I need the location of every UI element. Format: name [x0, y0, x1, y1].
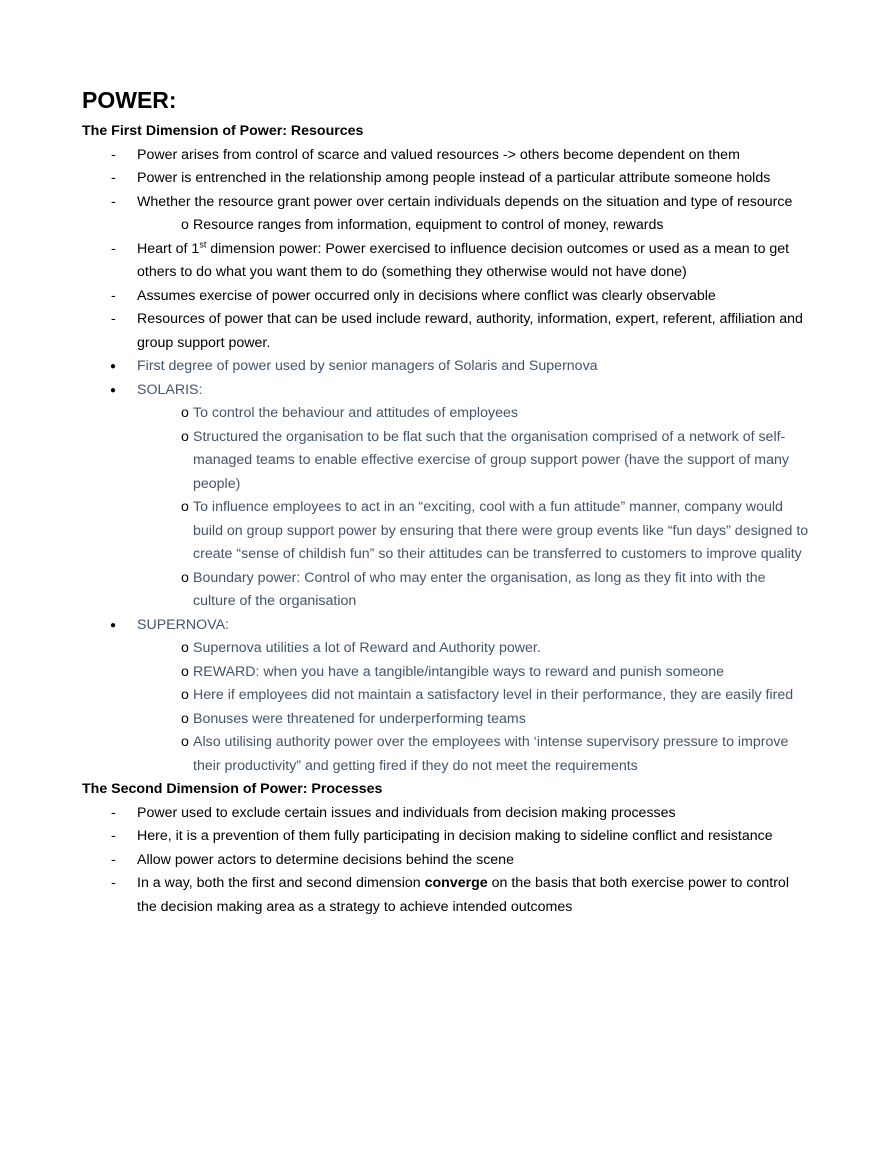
sub-item-text: Here if employees did not maintain a satisfactory level in their performance, they are easily fired	[193, 687, 794, 703]
dash-item: - Power is entrenched in the relationship among people instead of a particular attribute someone holds	[82, 167, 812, 191]
dash-item-text-post: on the basis that both exercise power to control the decision making area as a strategy to achieve intended outcomes	[137, 875, 789, 915]
dash-item	[82, 872, 812, 919]
superscript: st	[199, 238, 207, 249]
sub-item-text: Also utilising authority power over the employees with ‘intense supervisory pressure to improve their productivity” and getting fired if they do not meet the requirements	[193, 734, 789, 774]
dash-item-text-post: dimension power: Power exercised to influence decision outcomes or used as a mean to get others to do what you want them to do (something they otherwise would not have done)	[137, 240, 790, 280]
sub-item-text: To influence employees to act in an “exciting, cool with a fun attitude” manner, company would build on group support power by ensuring that there were group events like “fun days” designed to create “sense of childish fun” so their attitudes can be transferred to customers to improve quality	[193, 499, 809, 562]
sub-item	[82, 567, 812, 614]
sub-item	[82, 731, 812, 778]
sub-item	[82, 637, 812, 661]
dash-item-text-pre: Heart of 1	[137, 240, 200, 257]
dash-item	[82, 238, 812, 285]
sub-item-text: Resource ranges from information, equipment to control of money, rewards	[193, 217, 664, 233]
dash-item: - Allow power actors to determine decisions behind the scene	[82, 849, 812, 873]
sub-item	[82, 661, 812, 685]
bold-term: converge	[424, 875, 488, 891]
sub-item-text: Supernova utilities a lot of Reward and Authority power.	[193, 640, 541, 656]
sub-item-text: To control the behaviour and attitudes of employees	[193, 405, 518, 421]
section-heading-first-dimension: The First Dimension of Power: Resources	[82, 123, 364, 139]
dash-item-text-pre: In a way, both the first and second dimension	[137, 875, 425, 891]
document-page	[82, 86, 812, 919]
page-title: POWER:	[82, 87, 177, 113]
bullet-item-solaris: ● SOLARIS:	[82, 379, 812, 403]
sub-item	[82, 402, 812, 426]
bullet-item-supernova: ● SUPERNOVA:	[82, 614, 812, 638]
sub-item	[82, 684, 812, 708]
sub-item	[82, 426, 812, 497]
dash-item: - Assumes exercise of power occurred only in decisions where conflict was clearly observable	[82, 285, 812, 309]
dash-item: - Whether the resource grant power over certain individuals depends on the situation and type of resource	[82, 191, 812, 215]
dash-item: - Power used to exclude certain issues and individuals from decision making processes	[82, 802, 812, 826]
sub-item	[82, 708, 812, 732]
dash-item: - Here, it is a prevention of them fully participating in decision making to sideline conflict and resistance	[82, 825, 812, 849]
sub-item	[82, 214, 812, 238]
dash-item: - Power arises from control of scarce and valued resources -> others become dependent on them	[82, 144, 812, 168]
sub-item	[82, 496, 812, 567]
sub-item-text: REWARD: when you have a tangible/intangible ways to reward and punish someone	[193, 663, 725, 680]
dash-item: - Resources of power that can be used include reward, authority, information, expert, referent, affiliation and group support power.	[82, 308, 812, 355]
bullet-item: ● First degree of power used by senior managers of Solaris and Supernova	[82, 355, 812, 379]
sub-item-text: Boundary power: Control of who may enter the organisation, as long as they fit into with the culture of the organisation	[193, 569, 766, 609]
sub-item-text: Structured the organisation to be flat such that the organisation comprised of a network of self-managed teams to enable effective exercise of group support power (have the support of many people)	[193, 428, 789, 492]
sub-item-text: Bonuses were threatened for underperforming teams	[193, 710, 526, 727]
section-heading-second-dimension: The Second Dimension of Power: Processes	[82, 781, 383, 797]
